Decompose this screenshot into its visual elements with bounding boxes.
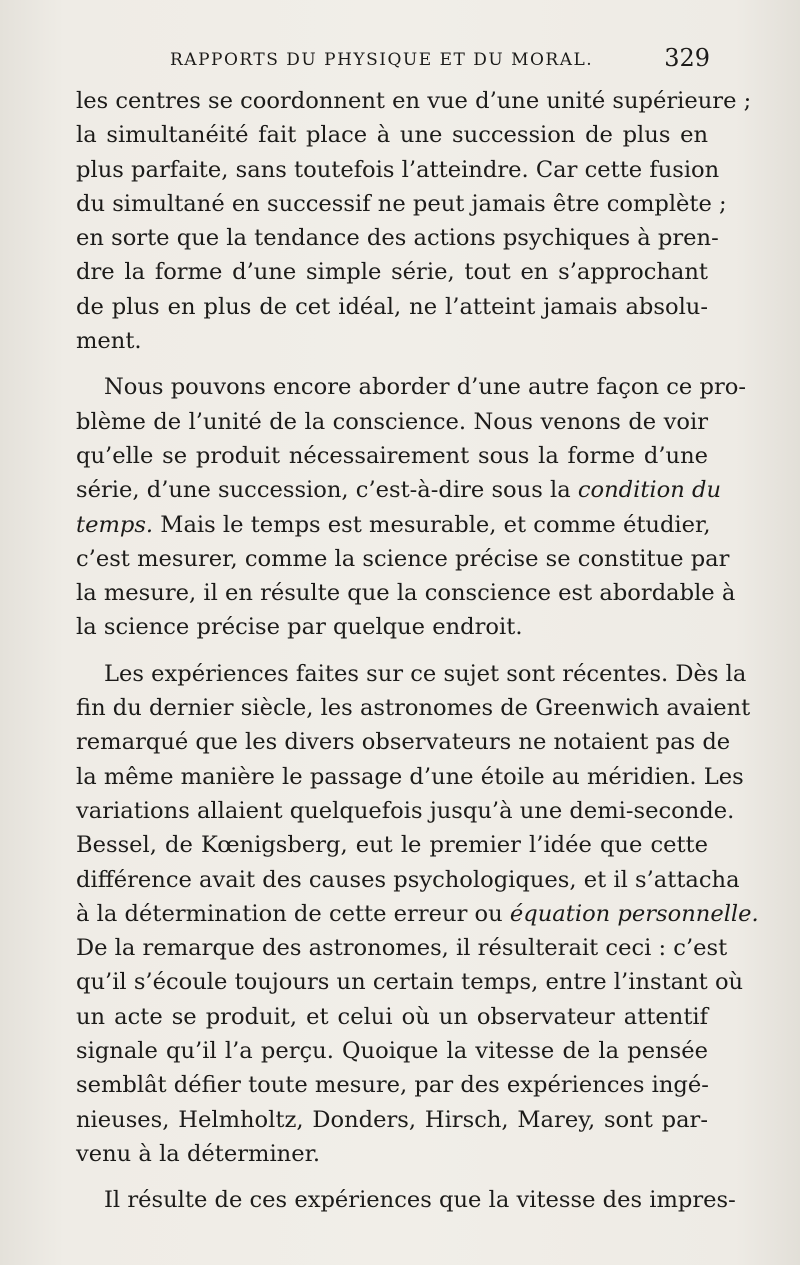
text-line: venu à la déterminer. (76, 1140, 321, 1167)
text-line (76, 473, 722, 507)
text-line: Il résulte de ces expériences que la vitesse des impres- (104, 1187, 736, 1214)
body-text (76, 84, 759, 1218)
text-line: qu’il s’écoule toujours un certain temps, entre l’instant où (76, 969, 744, 996)
text-line: Les expériences faites sur ce sujet sont récentes. Dès la (104, 660, 747, 687)
text-line: la même manière le passage d’une étoile au méridien. Les (76, 763, 744, 790)
text-line: du simultané en successif ne peut jamais être complète ; (76, 190, 727, 217)
text-line: remarqué que les divers observateurs ne notaient pas de (76, 729, 731, 756)
text-line: en sorte que la tendance des actions psychiques à pren- (76, 225, 719, 252)
text-line: les centres se coordonnent en vue d’une unité supérieure ; (76, 88, 752, 114)
text-line: nieuses, Helmholtz, Donders, Hirsch, Marey, sont par- (76, 1106, 708, 1133)
text-line: semblât défier toute mesure, par des expériences ingé- (76, 1072, 709, 1099)
italic-text: équation personnelle. (509, 900, 759, 927)
text-line: différence avait des causes psychologiques, et il s’attacha (76, 866, 740, 893)
italic-text: temps. (76, 511, 154, 538)
text-line: signale qu’il l’a perçu. Quoique la vitesse de la pensée (76, 1038, 708, 1065)
text-line: c’est mesurer, comme la science précise se constitue par (76, 545, 730, 572)
text-line: la simultanéité fait place à une succession de plus en (76, 122, 708, 149)
text-line: la mesure, il en résulte que la conscience est abordable à (76, 580, 736, 607)
paragraph (76, 84, 752, 358)
text-line: la science précise par quelque endroit. (76, 614, 523, 641)
text-line: ment. (76, 328, 142, 355)
text-line: Nous pouvons encore aborder d’une autre façon ce pro- (104, 374, 746, 401)
text-line: fin du dernier siècle, les astronomes de Greenwich avaient (76, 695, 751, 722)
text-line: variations allaient quelquefois jusqu’à une demi-seconde. (76, 797, 735, 824)
text-line: de plus en plus de cet idéal, ne l’atteint jamais absolu- (76, 293, 708, 320)
page-header (74, 46, 710, 78)
text-line: blème de l’unité de la conscience. Nous venons de voir (76, 408, 708, 435)
running-title: RAPPORTS DU PHYSIQUE ET DU MORAL. (170, 50, 594, 70)
text-line (76, 508, 711, 542)
text-segment: Mais le temps est mesurable, et comme étudier, (153, 511, 711, 538)
text-line: qu’elle se produit nécessairement sous la forme d’une (76, 442, 708, 469)
text-line: Bessel, de Kœnigsberg, eut le premier l’idée que cette (76, 832, 708, 859)
text-segment: série, d’une succession, c’est-à-dire sous la (76, 477, 571, 504)
text-line: plus parfaite, sans toutefois l’atteindre. Car cette fusion (76, 156, 720, 183)
text-line (76, 897, 759, 931)
text-line: dre la forme d’une simple série, tout en s’approchant (76, 259, 708, 286)
paragraph (76, 370, 746, 644)
text-line: De la remarque des astronomes, il résulterait ceci : c’est (76, 935, 728, 962)
paragraph (76, 1183, 736, 1217)
paragraph (76, 657, 759, 1171)
page-number: 329 (664, 44, 710, 72)
italic-text: condition du (577, 477, 722, 504)
text-line: un acte se produit, et celui où un observateur attentif (76, 1003, 708, 1030)
text-segment: à la détermination de cette erreur ou (76, 900, 503, 927)
